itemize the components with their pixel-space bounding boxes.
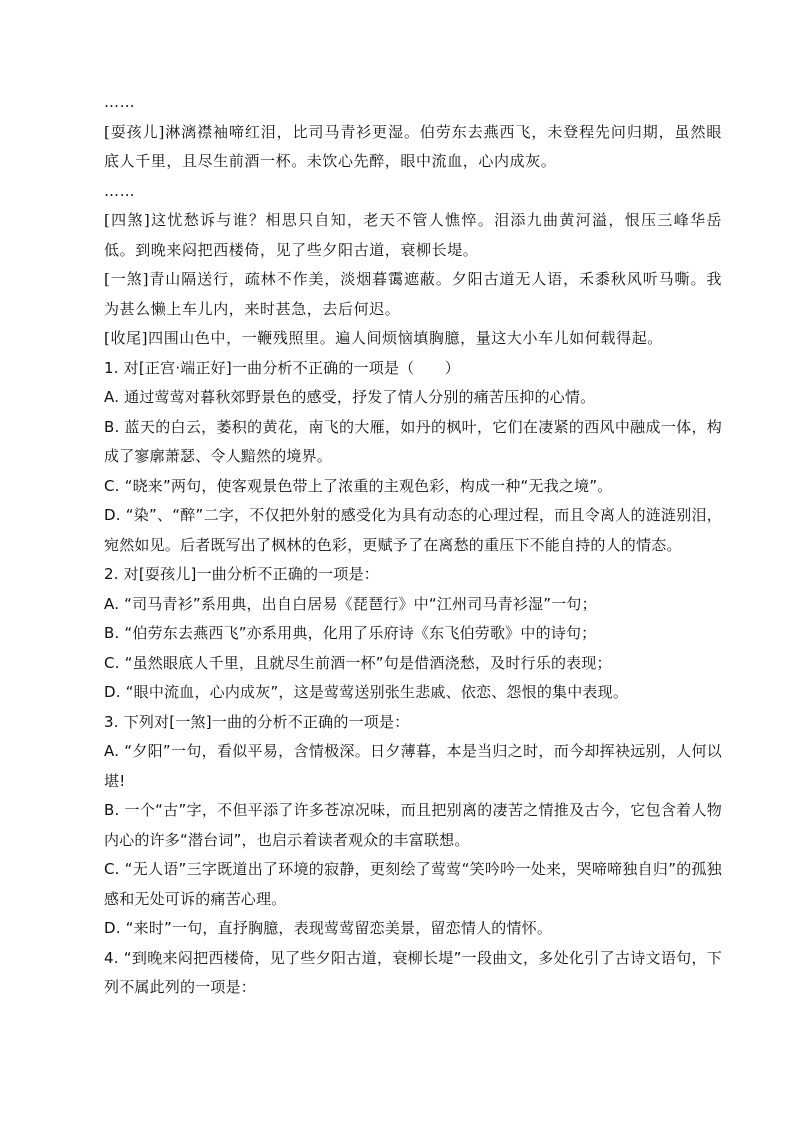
question-3-option-b: B. 一个“古”字，不但平添了许多苍凉况味，而且把别离的凄苦之情推及古今，它包含着人物内心的许多“潜台词”，也启示着读者观众的丰富联想。 <box>104 801 722 849</box>
question-1-option-b: B. 蓝天的白云，萎积的黄花，南飞的大雁，如丹的枫叶，它们在凄紧的西风中融成一体，构成了寥廓萧瑟、令人黯然的境界。 <box>104 417 722 465</box>
verse-yisha: [一煞]青山隔送行，疏林不作美，淡烟暮霭遮蔽。夕阳古道无人语，禾黍秋风听马嘶。我为甚么懒上车儿内，来时甚急，去后何迟。 <box>104 270 722 318</box>
question-1-option-a: A. 通过莺莺对暮秋郊野景色的感受，抒发了情人分别的痛苦压抑的心情。 <box>104 388 596 406</box>
poem-excerpt <box>104 88 722 354</box>
ellipsis-line: …… <box>104 93 136 111</box>
question-2: 2. 对[耍孩儿]一曲分析不正确的一项是： <box>104 565 379 583</box>
question-2-option-d: D. “眼中流血，心内成灰”，这是莺莺送别张生悲戚、依恋、怨恨的集中表现。 <box>104 683 629 701</box>
question-1-option-c: C. “晓来”两句，使客观景色带上了浓重的主观色彩，构成一种“无我之境”。 <box>104 476 613 495</box>
verse-shouwei: [收尾]四围山色中，一鞭残照里。遍人间烦恼填胸臆，量这大小车儿如何载得起。 <box>104 329 663 347</box>
verse-sisha: [四煞]这忧愁诉与谁？相思只自知，老天不管人憔悴。泪添九曲黄河溢，恨压三峰华岳低。到晚来闷把西楼倚，见了些夕阳古道，衰柳长堤。 <box>104 211 722 259</box>
question-2-option-b: B. “伯劳东去燕西飞”亦系用典，化用了乐府诗《东飞伯劳歌》中的诗句； <box>104 624 597 642</box>
question-3: 3. 下列对[一煞]一曲的分析不正确的一项是： <box>104 712 410 731</box>
question-3-option-a: A. “夕阳”一句，看似平易，含情极深。日夕薄暮，本是当归之时，而今却挥袂远别，人何以堪! <box>104 742 722 790</box>
question-1: 1. 对[正宫·端正好]一曲分析不正确的一项是（ ） <box>104 358 460 377</box>
questions-section <box>104 354 722 1003</box>
question-2-option-a: A. “司马青衫”系用典，出自白居易《琵琶行》中“江州司马青衫湿”一句； <box>104 594 597 613</box>
question-3-option-d: D. “来时”一句，直抒胸臆，表现莺莺留恋美景，留恋情人的情怀。 <box>104 919 553 937</box>
verse-shuahaier: [耍孩儿]淋漓襟袖啼红泪，比司马青衫更湿。伯劳东去燕西飞，未登程先问归期，虽然眼底人千里，且尽生前酒一杯。未饮心先醉，眼中流血，心内成灰。 <box>104 122 722 170</box>
question-4: 4. “到晚来闷把西楼倚，见了些夕阳古道，衰柳长堤”一段曲文，多处化引了古诗文语句，下列不属此列的一项是： <box>104 948 722 996</box>
question-2-option-c: C. “虽然眼底人千里，且就尽生前酒一杯”句是借酒浇愁，及时行乐的表现； <box>104 653 612 672</box>
question-1-option-d: D. “染”、“醉”二字，不仅把外射的感受化为具有动态的心理过程，而且令离人的涟涟别泪，宛然如见。后者既写出了枫林的色彩，更赋予了在离愁的重压下不能自持的人的情态。 <box>104 506 722 554</box>
ellipsis-line: …… <box>104 181 136 200</box>
question-3-option-c: C. “无人语”三字既道出了环境的寂静，更刻绘了莺莺“笑吟吟一处来，哭啼啼独自归”的孤独感和无处可诉的痛苦心理。 <box>104 860 722 908</box>
